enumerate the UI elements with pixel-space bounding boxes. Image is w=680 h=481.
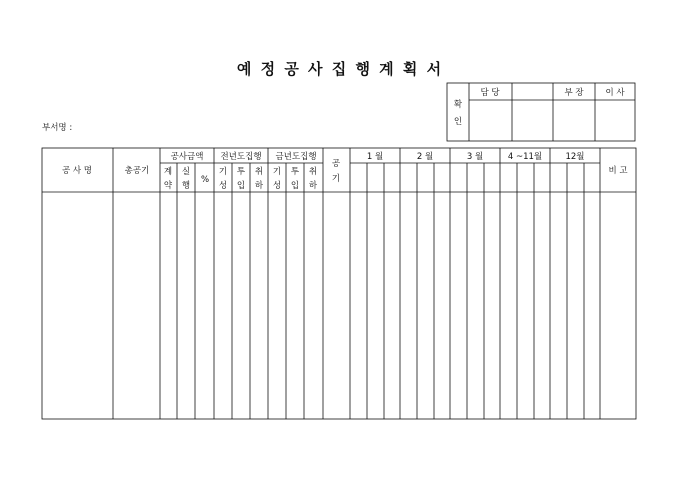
- this-cancelled-2: 하: [308, 181, 318, 191]
- header-project-name: 공 사 명: [61, 166, 93, 176]
- this-invested-2: 입: [290, 181, 300, 191]
- header-remarks: 비 고: [608, 166, 628, 176]
- this-completed-1: 기: [272, 167, 282, 177]
- header-total-period: 총공기: [124, 166, 150, 176]
- sub-execute-2: 행: [181, 181, 191, 191]
- month-4-11: 4 ~11월: [507, 152, 543, 162]
- prev-cancelled-1: 취: [254, 167, 264, 177]
- prev-cancelled-2: 하: [254, 181, 264, 191]
- header-prev-year: 전년도집행: [220, 152, 262, 162]
- prev-invested-1: 투: [236, 167, 246, 177]
- sub-execute-1: 실: [181, 167, 191, 177]
- month-2: 2 월: [416, 152, 434, 162]
- approval-col-director: 이 사: [605, 88, 625, 98]
- this-completed-2: 성: [272, 181, 282, 191]
- header-schedule-2: 기: [331, 174, 341, 184]
- header-schedule-1: 공: [331, 159, 341, 169]
- approval-col-manager: 담 당: [480, 88, 500, 98]
- document-title: 예 정 공 사 집 행 계 획 서: [236, 60, 444, 78]
- prev-completed-1: 기: [218, 167, 228, 177]
- this-cancelled-1: 취: [308, 167, 318, 177]
- month-1: 1 월: [366, 152, 384, 162]
- sub-contract-2: 약: [163, 181, 173, 191]
- sub-contract-1: 계: [163, 167, 173, 177]
- sub-percent: %: [200, 175, 210, 185]
- month-12: 12월: [565, 152, 585, 162]
- month-3: 3 월: [466, 152, 484, 162]
- prev-completed-2: 성: [218, 181, 228, 191]
- this-invested-1: 투: [290, 167, 300, 177]
- approval-side-label-1: 확: [453, 100, 463, 110]
- plan-table: [42, 148, 636, 419]
- header-this-year: 금년도집행: [275, 152, 317, 162]
- header-amount: 공사금액: [170, 152, 204, 162]
- approval-side-label-2: 인: [453, 117, 463, 127]
- department-label: 부서명 :: [42, 123, 73, 133]
- approval-col-head: 부 장: [564, 88, 584, 98]
- prev-invested-2: 입: [236, 181, 246, 191]
